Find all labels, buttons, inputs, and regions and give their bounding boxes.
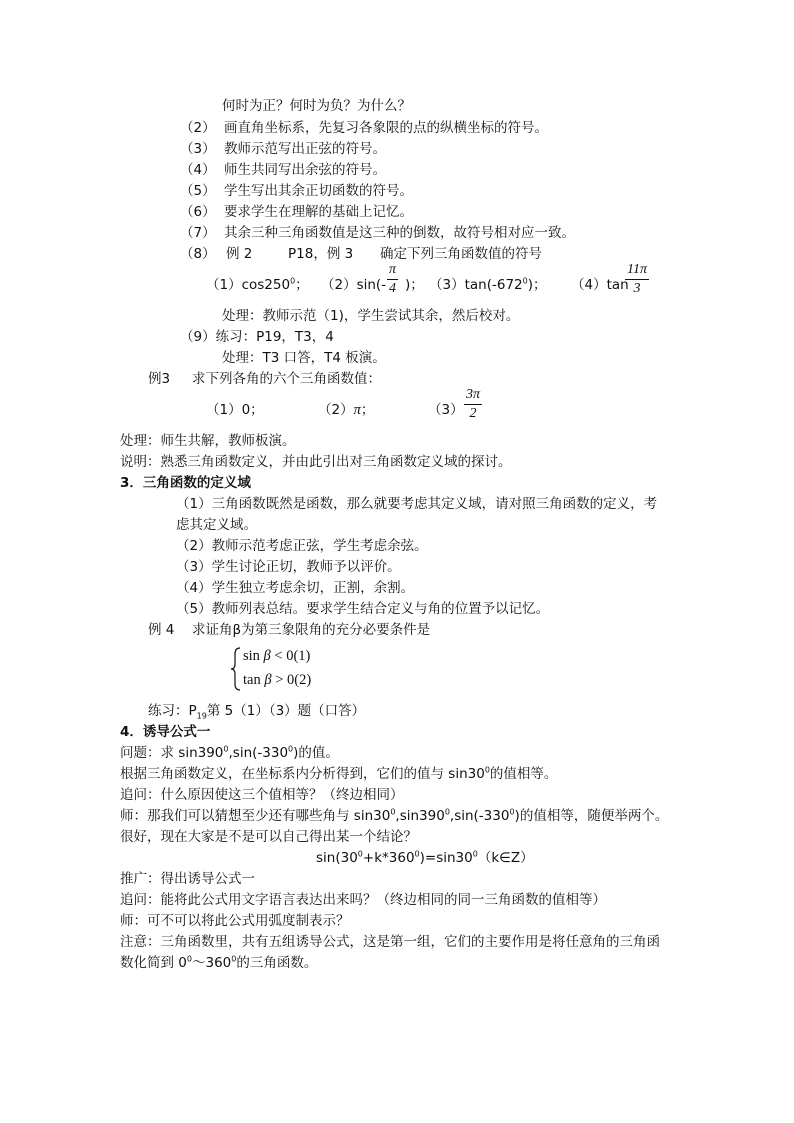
conclusion-prompt: 很好，现在大家是不是可以自己得出某一个结论？ (120, 829, 417, 845)
handling-note-1: 处理：教师示范（1)，学生尝试其余，然后校对。 (222, 308, 520, 324)
analysis-line: 根据三角函数定义，在坐标系内分析得到，它们的值与 $\sin 30^0$的值相等。 (120, 765, 558, 782)
item-4-text: 师生共同写出余弦的符号。 (224, 162, 386, 178)
explanation-note: 说明：熟悉三角函数定义，并由此引出对三角函数定义域的探讨。 (120, 454, 512, 470)
item-3-number: （3） (180, 141, 216, 157)
item-7-number: （7） (180, 225, 216, 241)
example2-part1: $(1)\cos 250^0$； (206, 276, 309, 293)
section3-item3: （3）学生讨论正切，教师予以评价。 (176, 559, 401, 575)
item-8-number: （8） (180, 246, 216, 262)
handling-note-2: 处理：T3 口答，T4 板演。 (222, 350, 386, 366)
example3-part1: （1）0； (206, 402, 264, 418)
generalization-line: 推广：得出诱导公式一 (120, 871, 255, 887)
example3-part3: （3） (428, 402, 464, 418)
item-6-text: 要求学生在理解的基础上记忆。 (224, 204, 413, 220)
section3-item4: （4）学生独立考虑余切，正割，余割。 (176, 580, 415, 596)
example3-label: 例3 (148, 371, 171, 387)
item-8-page-ref: P18，例 3 (288, 246, 354, 262)
fraction-denominator: 2 (469, 406, 477, 421)
section3-item2: （2）教师示范考虑正弦，学生考虑余弦。 (176, 538, 428, 554)
section3-item1-line1: （1）三角函数既然是函数，那么就要考虑其定义域，请对照三角函数的定义，考 (176, 496, 658, 512)
fraction-numerator: 3π (464, 387, 482, 405)
item-9-exercise: （9）练习：P19，T3，4 (180, 329, 334, 345)
example2-part4: （4）tan (571, 277, 629, 293)
example3-part2: （2）π； (318, 402, 375, 418)
fraction-numerator: π (387, 262, 398, 280)
item-4-number: （4） (180, 162, 216, 178)
section3-item5: （5）教师列表总结。要求学生结合定义与角的位置予以记忆。 (176, 601, 550, 617)
item-6-number: （6） (180, 204, 216, 220)
example2-part3: $(3)\tan(-672^0)$； (429, 276, 547, 293)
example4-text: 求证角β为第三象限角的充分必要条件是 (192, 622, 431, 638)
followup-question-1: 追问：什么原因使这三个值相等？（终边相同） (120, 787, 404, 803)
example4-label: 例 4 (148, 622, 175, 638)
fraction-denominator: 3 (633, 281, 641, 296)
section-3-heading: 3．三角函数的定义域 (120, 475, 251, 491)
item-2-text: 画直角坐标系，先复习各象限的点的纵横坐标的符号。 (224, 120, 548, 136)
teacher-prompt-2: 师：可不可以将此公式用弧度制表示？ (120, 913, 350, 929)
note-line-2: 数化简到 $0^0\sim 360^0$的三角函数。 (120, 954, 318, 971)
left-brace (230, 646, 242, 692)
fraction-3pi-over-2 (464, 387, 482, 422)
condition-sin: sin β < 0(1) (243, 648, 311, 664)
item-5-text: 学生写出其余正切函数的符号。 (224, 183, 413, 199)
line-why-positive: 何时为正？何时为负？为什么？ (222, 98, 411, 114)
fraction-denominator: 4 (389, 281, 396, 296)
question-line: 问题：求 $\sin 390^0,\sin(-330^0)$的值。 (120, 744, 339, 761)
item-2-number: （2） (180, 120, 216, 136)
example2-part2-close: )； (405, 277, 424, 293)
item-7-text: 其余三种三角函数值是这三种的倒数，故符号相对应一致。 (224, 225, 575, 241)
section-4-heading: 4．诱导公式一 (120, 724, 211, 740)
fraction-pi-over-4 (387, 262, 398, 297)
item-8-example-label: 例 2 (226, 246, 253, 262)
example3-text: 求下列各角的六个三角函数值： (192, 371, 381, 387)
practice-note: 练习：$P_{19}$第 5（1）（3）题（口答） (148, 703, 366, 721)
item-5-number: （5） (180, 183, 216, 199)
teacher-prompt-1: 师：那我们可以猜想至少还有哪些角与 $\sin 30^0,\sin 390^0,\sin(-330^0)$的值相等，随便举两个。 (120, 807, 669, 824)
example2-part2: （2）sin(- (321, 277, 387, 293)
section3-item1-line2: 虑其定义域。 (176, 517, 257, 533)
induction-formula: $\sin(30^0+k*360^0)=\sin 30^0(k\in Z)$ (316, 849, 534, 866)
item-3-text: 教师示范写出正弦的符号。 (224, 141, 386, 157)
condition-tan: tan β > 0(2) (243, 672, 312, 688)
fraction-11pi-over-3 (625, 262, 649, 297)
handling-note-3: 处理：师生共解，教师板演。 (120, 433, 296, 449)
item-8-instruction: 确定下列三角函数值的符号 (380, 246, 542, 262)
followup-question-2: 追问：能将此公式用文字语言表达出来吗？（终边相同的同一三角函数的值相等） (120, 892, 606, 908)
note-line-1: 注意：三角函数里，共有五组诱导公式，这是第一组，它们的主要作用是将任意角的三角函 (120, 934, 660, 950)
fraction-numerator: 11π (625, 262, 649, 280)
